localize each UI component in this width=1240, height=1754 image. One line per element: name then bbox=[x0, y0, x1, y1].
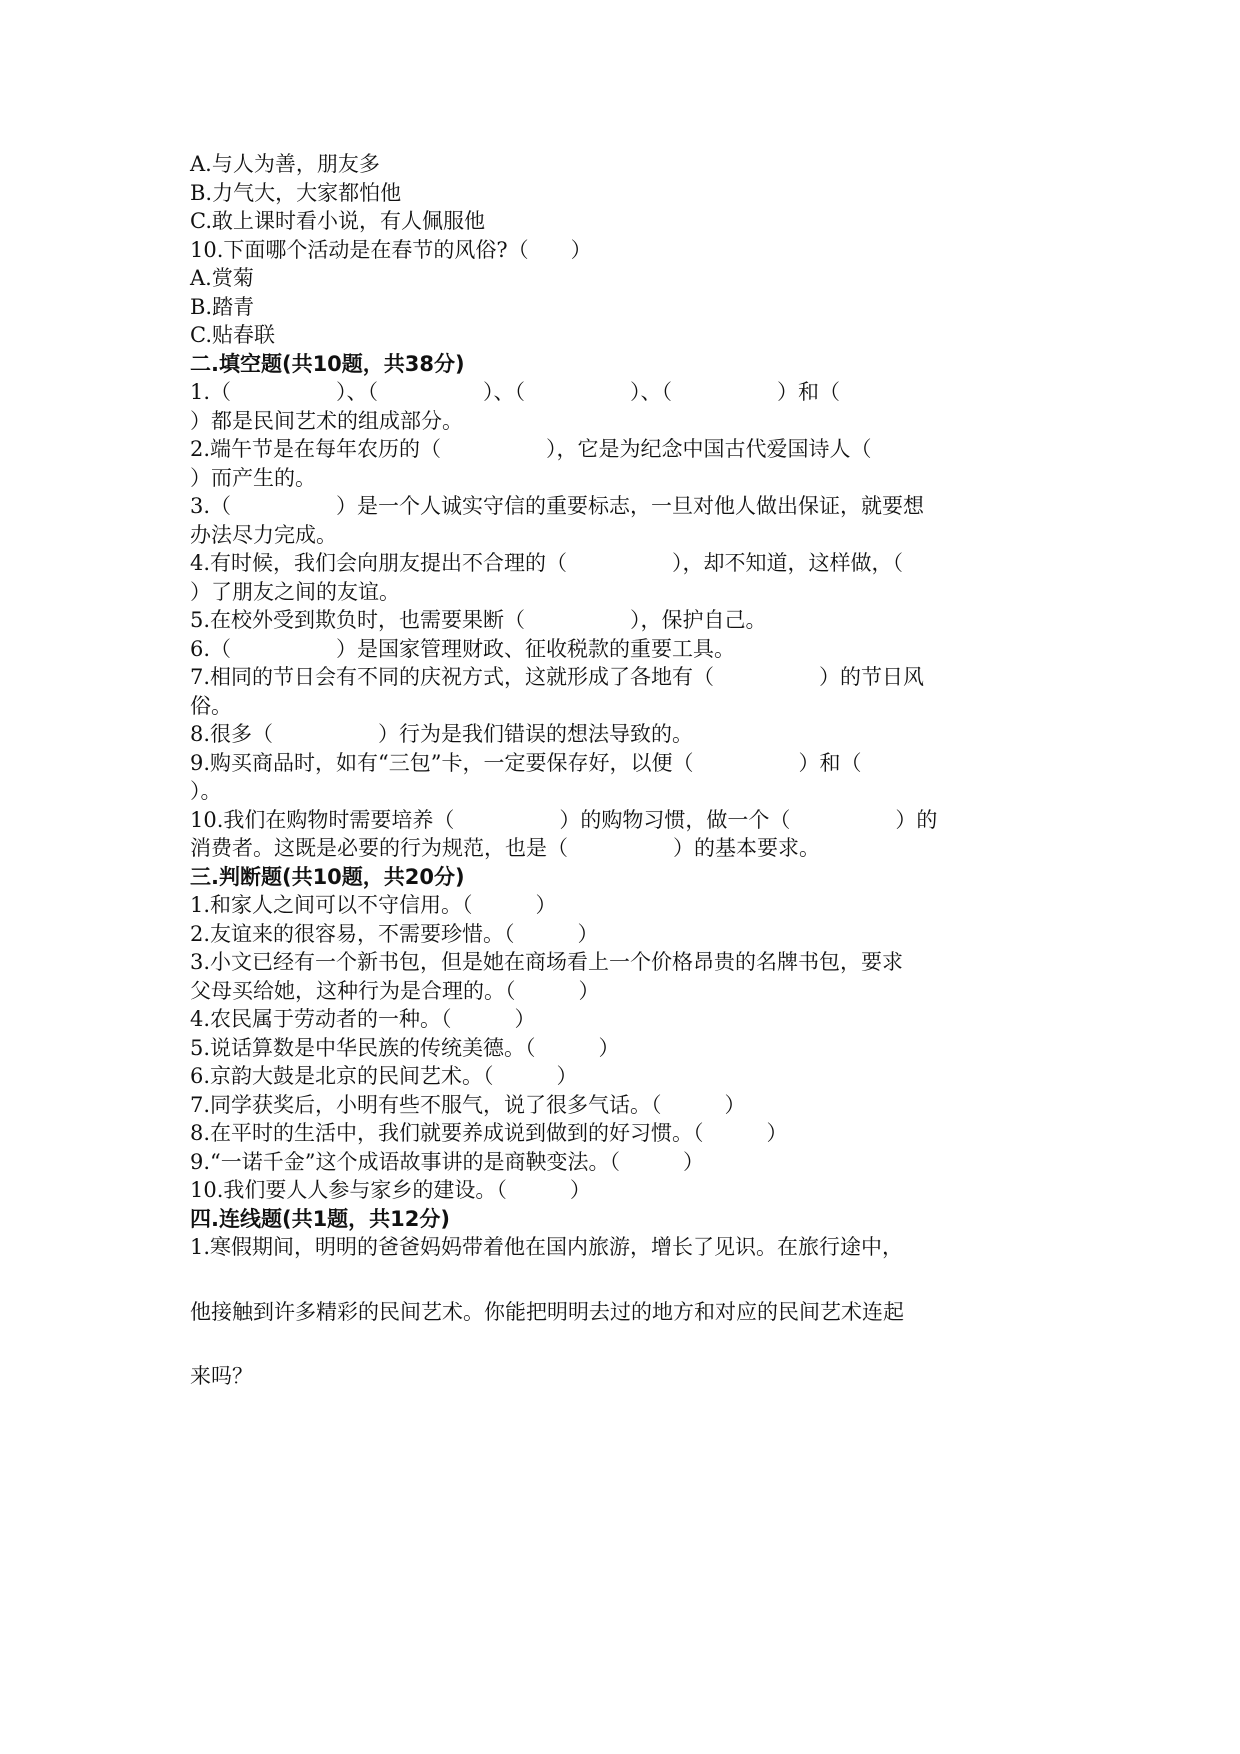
true-false-line: 2.友谊来的很容易，不需要珍惜。（ ） bbox=[190, 921, 599, 946]
q9-option-b: B.力气大，大家都怕他 bbox=[190, 180, 402, 205]
fill-blank-line: 7.相同的节日会有不同的庆祝方式，这就形成了各地有（ ）的节日风 bbox=[190, 665, 925, 689]
fill-blank-line: 5.在校外受到欺负时，也需要果断（ ），保护自己。 bbox=[190, 608, 767, 632]
section-heading-fill-blank: 二.填空题(共10题，共38分) bbox=[190, 351, 465, 376]
fill-blank-line: 消费者。这既是必要的行为规范，也是（ ）的基本要求。 bbox=[190, 836, 820, 860]
matching-line: 1.寒假期间，明明的爸爸妈妈带着他在国内旅游，增长了见识。在旅行途中， bbox=[190, 1235, 904, 1259]
true-false-section bbox=[190, 891, 1060, 1205]
fill-blank-line: 俗。 bbox=[190, 693, 232, 718]
fill-blank-line: 办法尽力完成。 bbox=[190, 522, 337, 547]
true-false-line: 5.说话算数是中华民族的传统美德。（ ） bbox=[190, 1035, 620, 1060]
true-false-line: 1.和家人之间可以不守信用。（ ） bbox=[190, 893, 557, 917]
true-false-line: 9.“一诺千金”这个成语故事讲的是商鞅变法。（ ） bbox=[190, 1149, 705, 1174]
true-false-line: 10.我们要人人参与家乡的建设。（ ） bbox=[190, 1178, 591, 1202]
true-false-line: 父母买给她，这种行为是合理的。（ ） bbox=[190, 978, 600, 1003]
fill-blank-line: 1.（ ）、（ ）、（ ）、（ ）和（ bbox=[190, 380, 841, 404]
fill-blank-line: 6.（ ）是国家管理财政、征收税款的重要工具。 bbox=[190, 636, 736, 661]
matching-line: 他接触到许多精彩的民间艺术。你能把明明去过的地方和对应的民间艺术连起 bbox=[190, 1299, 904, 1324]
true-false-line: 7.同学获奖后，小明有些不服气，说了很多气话。（ ） bbox=[190, 1092, 746, 1117]
fill-blank-line: 4.有时候，我们会向朋友提出不合理的（ ），却不知道，这样做，（ bbox=[190, 551, 904, 575]
fill-blank-line: ）了朋友之间的友谊。 bbox=[190, 579, 400, 604]
q9-option-c: C.敢上课时看小说，有人佩服他 bbox=[190, 209, 485, 233]
fill-blank-line: 9.购买商品时，如有“三包”卡，一定要保存好，以便（ ）和（ bbox=[190, 750, 862, 775]
fill-blank-line: 3.（ ）是一个人诚实守信的重要标志，一旦对他人做出保证，就要想 bbox=[190, 494, 925, 518]
true-false-line: 8.在平时的生活中，我们就要养成说到做到的好习惯。（ ） bbox=[190, 1121, 788, 1145]
fill-blank-line: 2.端午节是在每年农历的（ ），它是为纪念中国古代爱国诗人（ bbox=[190, 437, 872, 461]
fill-blank-section bbox=[190, 378, 1060, 863]
matching-section bbox=[190, 1233, 1060, 1391]
fill-blank-line: 10.我们在购物时需要培养（ ）的购物习惯，做一个（ ）的 bbox=[190, 807, 938, 832]
fill-blank-line: 8.很多（ ）行为是我们错误的想法导致的。 bbox=[190, 722, 694, 746]
true-false-line: 4.农民属于劳动者的一种。（ ） bbox=[190, 1007, 536, 1031]
exam-page bbox=[190, 150, 1060, 1427]
q10-option-b: B.踏青 bbox=[190, 294, 255, 319]
fill-blank-line: ）而产生的。 bbox=[190, 465, 316, 490]
q10-stem: 10.下面哪个活动是在春节的风俗?（ ） bbox=[190, 237, 592, 262]
true-false-line: 6.京韵大鼓是北京的民间艺术。（ ） bbox=[190, 1064, 578, 1088]
q9-option-a: A.与人为善，朋友多 bbox=[190, 152, 380, 176]
q10-option-a: A.赏菊 bbox=[190, 266, 254, 290]
fill-blank-line: ）都是民间艺术的组成部分。 bbox=[190, 408, 463, 433]
matching-line: 来吗？ bbox=[190, 1364, 253, 1388]
section-heading-true-false: 三.判断题(共10题，共20分) bbox=[190, 864, 465, 889]
true-false-line: 3.小文已经有一个新书包，但是她在商场看上一个价格昂贵的名牌书包，要求 bbox=[190, 950, 904, 974]
section-heading-matching: 四.连线题(共1题，共12分) bbox=[190, 1206, 451, 1231]
q10-option-c: C.贴春联 bbox=[190, 323, 275, 347]
fill-blank-line: ）。 bbox=[190, 779, 222, 803]
